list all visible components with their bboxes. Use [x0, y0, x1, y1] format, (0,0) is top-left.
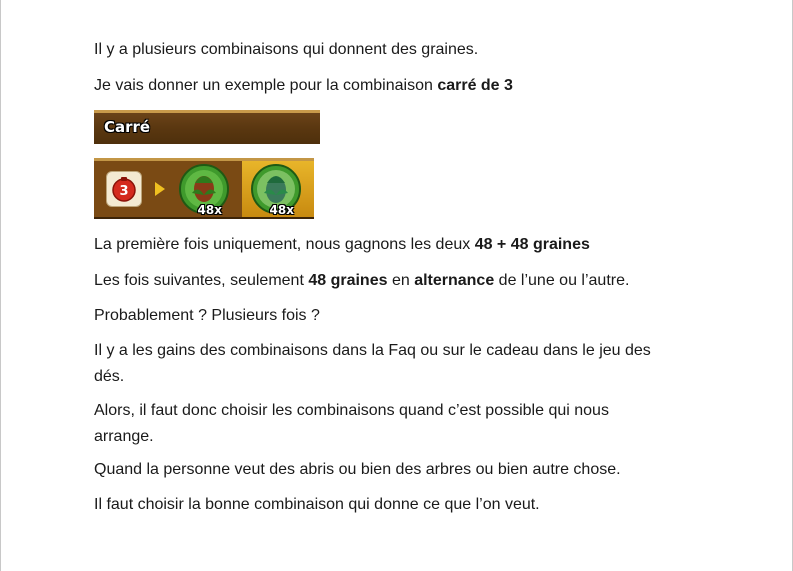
reward-strip: [94, 158, 314, 219]
seed-b-count: 48x: [269, 203, 294, 217]
paragraph-4-text-1: Les fois suivantes, seulement: [94, 272, 309, 289]
paragraph-4-bold-1: 48 graines: [308, 272, 388, 289]
paragraph-7: [94, 398, 654, 450]
paragraph-4-text-3: de l’une ou l’autre.: [494, 272, 630, 289]
die-value: 3: [119, 184, 129, 199]
combination-banner: [94, 110, 320, 144]
seed-green-icon: [250, 163, 302, 215]
paragraph-8: [94, 457, 694, 483]
paragraph-1: [94, 37, 694, 63]
arrow-right-icon: [155, 182, 165, 196]
paragraph-2-text: Je vais donner un exemple pour la combinaison: [94, 77, 438, 94]
paragraph-1-text: Il y a plusieurs combinaisons qui donnent des graines.: [94, 41, 479, 58]
paragraph-3: [94, 232, 694, 258]
paragraph-6-text: Il y a les gains des combinaisons dans la Faq ou sur le cadeau dans le jeu des dés.: [94, 342, 651, 385]
paragraph-5: [94, 303, 694, 329]
seed-brown-icon: [178, 163, 230, 215]
paragraph-6: [94, 338, 684, 390]
paragraph-9: [94, 492, 694, 518]
banner-title: Carré: [104, 118, 151, 136]
paragraph-3-text: La première fois uniquement, nous gagnons les deux: [94, 236, 475, 253]
paragraph-4-bold-2: alternance: [414, 272, 495, 289]
paragraph-4-text-2: en: [387, 272, 415, 289]
paragraph-4: [94, 268, 694, 294]
paragraph-9-text: Il faut choisir la bonne combinaison qui donne ce que l’on veut.: [94, 496, 540, 513]
page-border-left: [0, 0, 1, 571]
paragraph-7-text: Alors, il faut donc choisir les combinaisons quand c’est possible qui nous arrange.: [94, 402, 609, 445]
paragraph-5-text: Probablement ? Plusieurs fois ?: [94, 307, 320, 324]
dice-graphic: [111, 175, 137, 203]
paragraph-8-text: Quand la personne veut des abris ou bien des arbres ou bien autre chose.: [94, 461, 621, 478]
paragraph-2-bold: carré de 3: [437, 77, 513, 94]
paragraph-2: [94, 73, 694, 99]
dice-icon: [106, 171, 142, 207]
paragraph-3-bold: 48 + 48 graines: [474, 236, 590, 253]
seed-a-count: 48x: [197, 203, 222, 217]
